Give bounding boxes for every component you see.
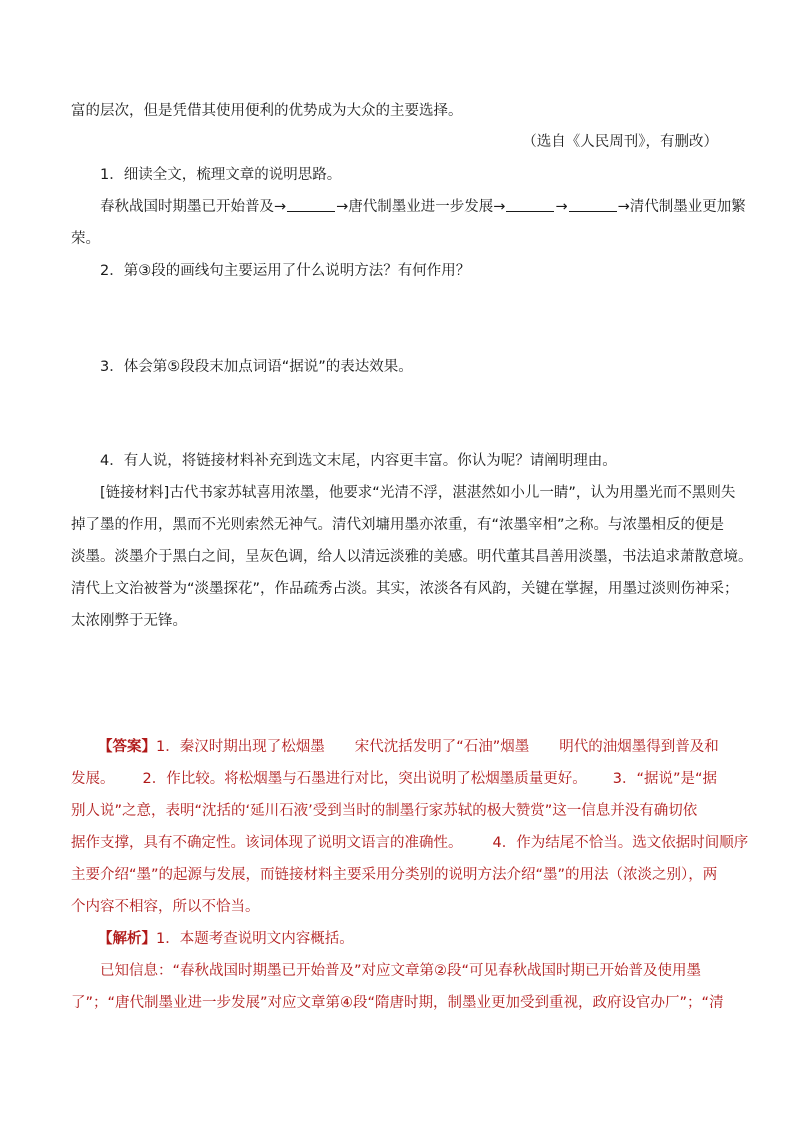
answer-item-1-d: 发展。 bbox=[71, 771, 115, 787]
answer-line: 别人说”之意，表明“沈括的‘延川石液’受到当时的制墨行家苏轼的极大赞赏”这一信息并没有确切依 bbox=[71, 803, 698, 819]
flow-part-a: 春秋战国时期墨已开始普及→ bbox=[100, 199, 287, 215]
answer-blank-3[interactable] bbox=[569, 197, 617, 212]
source-citation: （选自《人民周刊》，有删改） bbox=[522, 134, 718, 150]
link-material-line: 掉了墨的作用，黑而不光则索然无神气。清代刘墉用墨亦浓重，有“浓墨宰相”之称。与浓墨相反的便是 bbox=[71, 517, 725, 533]
answer-line: 个内容不相容，所以不恰当。 bbox=[71, 899, 260, 915]
answer-item-1-c: 明代的油烟墨得到普及和 bbox=[559, 739, 719, 755]
flow-part-b: →唐代制墨业进一步发展→ bbox=[336, 199, 506, 215]
answer-label: 【答案】 bbox=[98, 739, 156, 755]
link-material-line: 清代上文治被誉为“淡墨探花”，作品疏秀占淡。其实，浓淡各有风韵，关键在掌握，用墨过淡则伤神采； bbox=[71, 581, 739, 597]
answer-line-4 bbox=[71, 833, 748, 853]
question-2: 2．第③段的画线句主要运用了什么说明方法？有何作用？ bbox=[100, 263, 471, 279]
flow-part-c: → bbox=[555, 199, 568, 215]
analysis-label: 【解析】 bbox=[98, 931, 156, 947]
answer-blank-2[interactable] bbox=[506, 197, 554, 212]
paragraph-tail: 富的层次，但是凭借其使用便利的优势成为大众的主要选择。 bbox=[71, 103, 463, 119]
link-material-line: 太浓刚弊于无锋。 bbox=[71, 613, 187, 629]
answer-item-3-b: 据作支撑，具有不确定性。该词体现了说明文语言的准确性。 bbox=[71, 835, 463, 851]
answer-item-1-b: 宋代沈括发明了“石油”烟墨 bbox=[354, 739, 530, 755]
flow-part-d: →清代制墨业更加繁 bbox=[617, 199, 746, 215]
answer-line-1 bbox=[98, 737, 719, 757]
answer-item-4-a: 4．作为结尾不恰当。选文依据时间顺序 bbox=[492, 835, 749, 851]
analysis-line: 了”；“唐代制墨业进一步发展”对应文章第④段“隋唐时期，制墨业更加受到重视，政府设官办厂”；“清 bbox=[71, 995, 724, 1011]
answer-blank-1[interactable] bbox=[287, 197, 335, 212]
question-1-flow bbox=[100, 197, 746, 217]
question-1: 1．细读全文，梳理文章的说明思路。 bbox=[100, 167, 342, 183]
question-4: 4．有人说，将链接材料补充到选文末尾，内容更丰富。你认为呢？请阐明理由。 bbox=[100, 453, 617, 469]
question-1-flow-end: 荣。 bbox=[71, 231, 100, 247]
analysis-line-1 bbox=[98, 929, 354, 949]
answer-item-2: 2．作比较。将松烟墨与石墨进行对比，突出说明了松烟墨质量更好。 bbox=[142, 771, 587, 787]
link-material-line: [链接材料]古代书家苏轼喜用浓墨，他要求“光清不浮，湛湛然如小儿一睛”，认为用墨光而不黑则失 bbox=[100, 485, 736, 501]
answer-line: 主要介绍“墨”的起源与发展，而链接材料主要采用分类别的说明方法介绍“墨”的用法（浓淡之别），两 bbox=[71, 867, 718, 883]
answer-line-2 bbox=[71, 769, 717, 789]
answer-item-1-a: 1．秦汉时期出现了松烟墨 bbox=[156, 739, 325, 755]
analysis-line: 已知信息：“春秋战国时期墨已开始普及”对应文章第②段“可见春秋战国时期已开始普及使用墨 bbox=[100, 963, 702, 979]
answer-item-3-a: 3．“据说”是“据 bbox=[612, 771, 717, 787]
link-material-line: 淡墨。淡墨介于黑白之间，呈灰色调，给人以清远淡雅的美感。明代董其昌善用淡墨，书法追求萧散意境。 bbox=[71, 549, 753, 565]
question-3: 3．体会第⑤段段末加点词语“据说”的表达效果。 bbox=[100, 359, 413, 375]
analysis-item-1: 1．本题考查说明文内容概括。 bbox=[156, 931, 354, 947]
